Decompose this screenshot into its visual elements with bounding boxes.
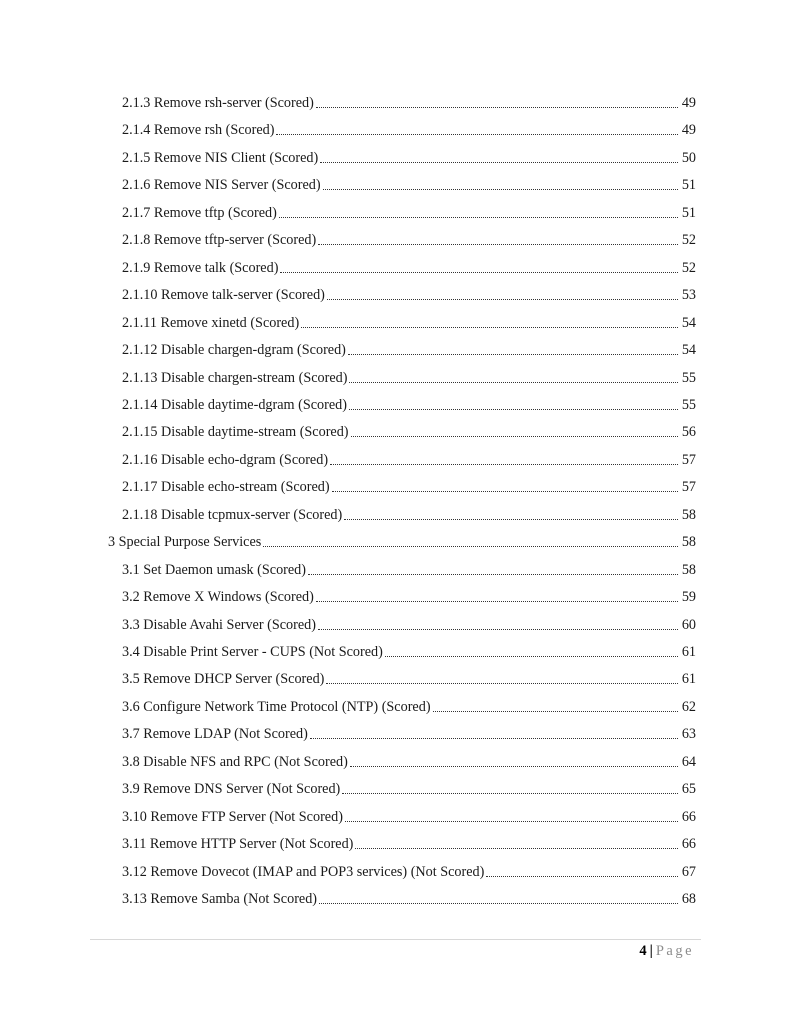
toc-entry-title: 2.1.17 Disable echo-stream (Scored)	[122, 479, 330, 496]
toc-dot-leader	[310, 737, 678, 739]
toc-entry[interactable]	[122, 587, 696, 607]
toc-entry-title: 3.12 Remove Dovecot (IMAP and POP3 services) (Not Scored)	[122, 863, 485, 880]
toc-entry-page: 51	[681, 204, 696, 221]
toc-entry-title: 2.1.6 Remove NIS Server (Scored)	[122, 177, 321, 194]
toc-entry-page: 53	[681, 287, 696, 304]
toc-dot-leader	[326, 682, 677, 684]
toc-dot-leader	[319, 902, 678, 904]
toc-dot-leader	[279, 216, 678, 218]
toc-entry[interactable]	[122, 669, 696, 689]
toc-entry-title: 3.11 Remove HTTP Server (Not Scored)	[122, 836, 354, 853]
toc-entry-title: 2.1.12 Disable chargen-dgram (Scored)	[122, 342, 346, 359]
toc-entry[interactable]	[122, 862, 696, 882]
toc-entry[interactable]	[122, 477, 696, 497]
toc-entry-title: 2.1.13 Disable chargen-stream (Scored)	[122, 369, 348, 386]
toc-entry-title: 2.1.11 Remove xinetd (Scored)	[122, 314, 300, 331]
toc-entry-page: 59	[681, 589, 696, 606]
toc-entry-page: 54	[681, 314, 696, 331]
toc-entry-title: 3.5 Remove DHCP Server (Scored)	[122, 671, 325, 688]
toc-entry-page: 66	[681, 836, 696, 853]
toc-entry[interactable]	[122, 560, 696, 580]
toc-dot-leader	[486, 875, 677, 877]
toc-dot-leader	[318, 628, 678, 630]
toc-dot-leader	[316, 106, 678, 108]
toc-dot-leader	[308, 573, 678, 575]
toc-entry-title: 2.1.15 Disable daytime-stream (Scored)	[122, 424, 349, 441]
toc-dot-leader	[344, 518, 678, 520]
toc-entry-title: 3 Special Purpose Services	[108, 534, 262, 551]
toc-entry-title: 3.4 Disable Print Server - CUPS (Not Scored)	[122, 644, 383, 660]
toc-entry[interactable]	[122, 340, 696, 360]
toc-entry[interactable]	[122, 203, 696, 223]
toc-entry[interactable]	[122, 422, 696, 442]
toc-entry-title: 2.1.18 Disable tcpmux-server (Scored)	[122, 506, 343, 523]
toc-dot-leader	[345, 820, 678, 822]
toc-entry-page: 67	[681, 863, 696, 880]
toc-entry[interactable]	[122, 752, 696, 772]
toc-dot-leader	[350, 765, 678, 767]
toc-entry[interactable]	[122, 368, 696, 388]
toc-entry-page: 49	[681, 122, 696, 139]
toc-entry-page: 50	[681, 149, 696, 166]
toc-entry-page: 55	[681, 396, 696, 413]
toc-dot-leader	[320, 161, 678, 163]
toc-dot-leader	[280, 271, 677, 273]
toc-dot-leader	[301, 326, 678, 328]
toc-dot-leader	[316, 600, 678, 602]
toc-entry-title: 2.1.9 Remove talk (Scored)	[122, 259, 279, 276]
toc-dot-leader	[323, 188, 678, 190]
toc-entry-page: 56	[681, 424, 696, 441]
toc-section-entry[interactable]	[108, 532, 696, 552]
toc-dot-leader	[351, 435, 678, 437]
toc-entry[interactable]	[122, 724, 696, 744]
toc-dot-leader	[263, 545, 678, 547]
toc-entry-page: 52	[681, 232, 696, 249]
toc-entry[interactable]	[122, 834, 696, 854]
toc-entry-page: 55	[681, 369, 696, 386]
toc-entry-title: 2.1.4 Remove rsh (Scored)	[122, 122, 275, 139]
footer-page-number: 4	[639, 943, 647, 959]
toc-entry[interactable]	[122, 889, 696, 909]
toc-entry-page: 49	[681, 95, 696, 111]
toc-entry-page: 58	[681, 561, 696, 578]
toc-entry[interactable]	[122, 93, 696, 113]
toc-entry-title: 3.1 Set Daemon umask (Scored)	[122, 561, 307, 578]
toc-dot-leader	[349, 381, 677, 383]
toc-entry-page: 63	[681, 726, 696, 743]
toc-entry-title: 3.7 Remove LDAP (Not Scored)	[122, 726, 308, 743]
toc-dot-leader	[433, 710, 678, 712]
toc-entry-page: 57	[681, 479, 696, 496]
toc-dot-leader	[349, 408, 678, 410]
toc-dot-leader	[332, 490, 678, 492]
toc-dot-leader	[348, 353, 678, 355]
toc-entry[interactable]	[122, 285, 696, 305]
toc-dot-leader	[385, 655, 678, 657]
toc-dot-leader	[330, 463, 678, 465]
toc-entry-page: 61	[681, 671, 696, 688]
toc-entry[interactable]	[122, 313, 696, 333]
toc-dot-leader	[327, 298, 678, 300]
toc-entry-page: 65	[681, 781, 696, 798]
toc-entry-page: 54	[681, 342, 696, 359]
toc-entry[interactable]	[122, 505, 696, 525]
toc-entry-title: 2.1.3 Remove rsh-server (Scored)	[122, 95, 314, 111]
toc-entry-page: 66	[681, 808, 696, 825]
toc-entry-title: 2.1.8 Remove tftp-server (Scored)	[122, 232, 317, 249]
toc-entry-title: 3.6 Configure Network Time Protocol (NTP) (Scored)	[122, 698, 431, 715]
toc-entry[interactable]	[122, 807, 696, 827]
toc-entry-page: 51	[681, 177, 696, 194]
toc-entry[interactable]	[122, 779, 696, 799]
toc-entry-title: 3.8 Disable NFS and RPC (Not Scored)	[122, 753, 348, 770]
toc-entry[interactable]	[122, 258, 696, 278]
toc-entry[interactable]	[122, 175, 696, 195]
toc-entry-title: 2.1.5 Remove NIS Client (Scored)	[122, 149, 319, 166]
toc-entry-title: 2.1.14 Disable daytime-dgram (Scored)	[122, 396, 347, 413]
toc-entry-title: 3.10 Remove FTP Server (Not Scored)	[122, 808, 343, 825]
toc-entry[interactable]	[122, 642, 696, 662]
footer-page-label: Page	[655, 943, 694, 959]
toc-entry[interactable]	[122, 395, 696, 415]
toc-entry-page: 58	[681, 506, 696, 523]
toc-entry[interactable]	[122, 148, 696, 168]
page-footer	[639, 941, 694, 961]
footer-divider	[90, 939, 701, 940]
toc-entry-title: 2.1.10 Remove talk-server (Scored)	[122, 287, 325, 304]
toc-entry-title: 3.13 Remove Samba (Not Scored)	[122, 891, 318, 908]
toc-entry-page: 62	[681, 698, 696, 715]
toc-entry-page: 57	[681, 451, 696, 468]
toc-entry-title: 2.1.7 Remove tftp (Scored)	[122, 204, 277, 221]
toc-entry-title: 3.9 Remove DNS Server (Not Scored)	[122, 781, 341, 798]
footer-separator: |	[649, 943, 653, 959]
toc-entry[interactable]	[122, 615, 696, 635]
toc-entry-page: 64	[681, 753, 696, 770]
toc-dot-leader	[355, 847, 677, 849]
toc-dot-leader	[342, 792, 678, 794]
toc-dot-leader	[276, 133, 677, 135]
toc-dot-leader	[318, 243, 678, 245]
toc-entry-title: 2.1.16 Disable echo-dgram (Scored)	[122, 451, 329, 468]
toc-entry-page: 61	[681, 644, 696, 660]
toc-entry-page: 52	[681, 259, 696, 276]
toc-entry-page: 58	[681, 534, 696, 551]
toc-entry[interactable]	[122, 450, 696, 470]
toc-entry[interactable]	[122, 230, 696, 250]
toc-entry-title: 3.2 Remove X Windows (Scored)	[122, 589, 314, 606]
toc-entry[interactable]	[122, 697, 696, 717]
toc-entry-page: 60	[681, 616, 696, 633]
toc-entry-title: 3.3 Disable Avahi Server (Scored)	[122, 616, 316, 633]
toc-entry[interactable]	[122, 120, 696, 140]
toc-entry-page: 68	[681, 891, 696, 908]
